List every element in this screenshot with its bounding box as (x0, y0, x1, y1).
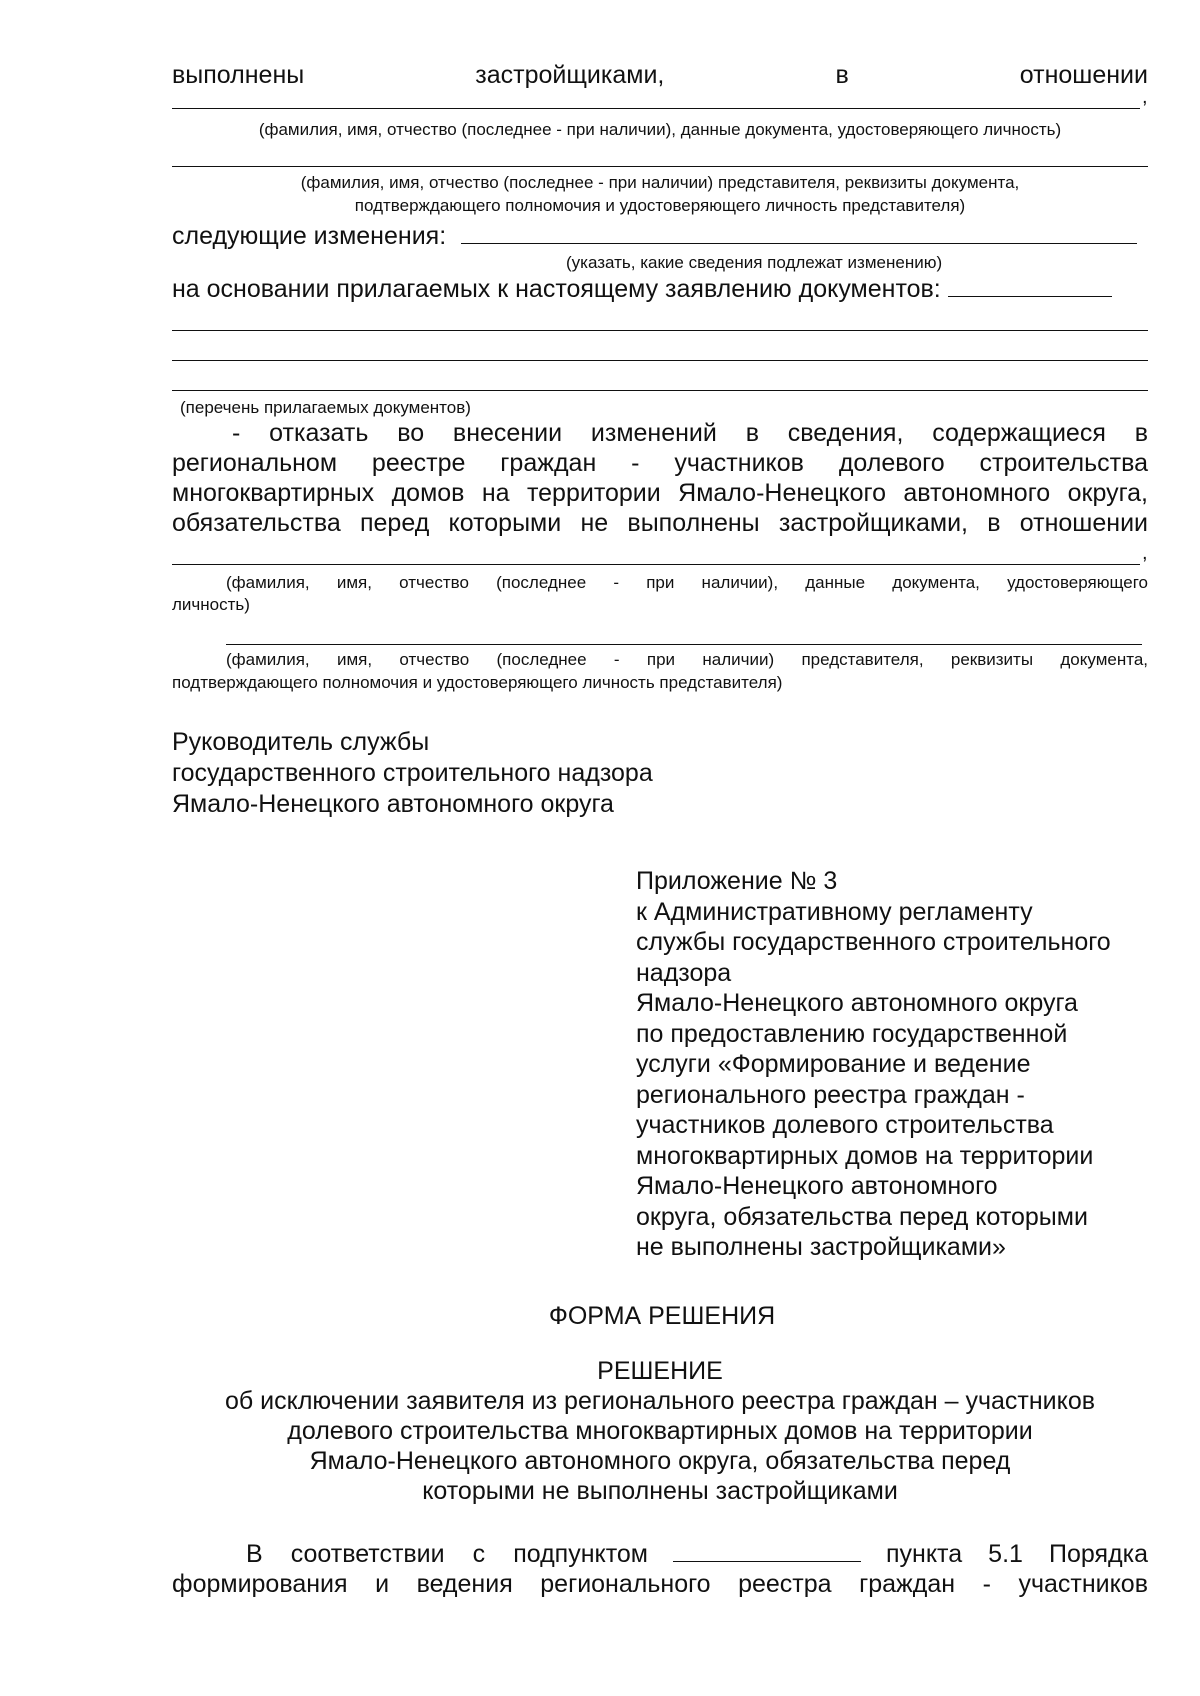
appendix-line: Приложение № 3 (636, 867, 838, 895)
body-line-2: формирования и ведения регионального реестра граждан - участников (172, 1570, 1148, 1598)
docs-fill-line-2[interactable] (172, 360, 1148, 361)
changes-fill-line[interactable] (461, 221, 1137, 244)
appendix-line: регионального реестра граждан - (636, 1080, 1025, 1109)
basis-row (172, 274, 1148, 304)
word: В (246, 1540, 263, 1568)
decision-subtitle-line: долевого строительства многоквартирных домов на территории (287, 1417, 1033, 1445)
signature-line: Руководитель службы (172, 728, 430, 756)
decision-subtitle-line: которыми не выполнены застройщиками (422, 1477, 898, 1505)
para2-line: - отказать во внесении изменений в сведения, содержащиеся в (232, 419, 1148, 447)
appendix-line: к Административному регламенту (636, 897, 1033, 926)
basis-fill-line[interactable] (948, 274, 1112, 297)
decision-subtitle-line: об исключении заявителя из регионального реестра граждан – участников (224, 1387, 1096, 1415)
word: выполнены (172, 61, 305, 89)
fill-line-representative-2[interactable] (226, 644, 1142, 645)
caption-rep-2-line1: (фамилия, имя, отчество (последнее - при наличии) представителя, реквизиты документа, (226, 650, 1148, 669)
word: подпунктом (513, 1540, 648, 1568)
body-line-1 (246, 1539, 1148, 1569)
body-line1-start (246, 1539, 648, 1569)
appendix-line: службы государственного строительного (636, 928, 1111, 956)
signature-line: Ямало-Ненецкого автономного округа (172, 790, 614, 818)
para1-first-line (172, 60, 1148, 90)
changes-caption: (указать, какие сведения подлежат изменению) (566, 253, 943, 272)
signature-line: государственного строительного надзора (172, 759, 653, 787)
comma: , (1142, 86, 1148, 108)
docs-fill-line-1[interactable] (172, 330, 1148, 331)
para2-line: обязательства перед которыми не выполнены застройщиками, в отношении (172, 509, 1148, 537)
docs-caption: (перечень прилагаемых документов) (180, 398, 471, 417)
caption-person-2-line2: личность) (172, 595, 250, 614)
decision-title: РЕШЕНИЕ (597, 1357, 723, 1385)
fill-line-representative[interactable] (172, 166, 1148, 167)
body-line1-end (886, 1539, 1148, 1569)
para2-line: региональном реестре граждан - участников долевого строительства (172, 449, 1148, 477)
decision-subtitle-line: Ямало-Ненецкого автономного округа, обязательства перед (309, 1447, 1011, 1475)
word: с (472, 1540, 486, 1568)
fill-line-person[interactable] (172, 108, 1140, 109)
word: 5.1 (988, 1540, 1023, 1568)
subpoint-fill-line[interactable] (673, 1539, 861, 1562)
appendix-line: надзора (636, 958, 732, 987)
appendix-line: услуги «Формирование и ведение (636, 1050, 1031, 1078)
caption-person-2-line1: (фамилия, имя, отчество (последнее - при наличии), данные документа, удостоверяющего (226, 573, 1148, 592)
caption-rep-line2: подтверждающего полномочия и удостоверяющего личность представителя) (354, 196, 966, 215)
docs-fill-line-3[interactable] (172, 390, 1148, 391)
word: соответствии (290, 1540, 445, 1568)
appendix-line: участников долевого строительства (636, 1111, 1054, 1139)
basis-label: на основании прилагаемых к настоящему заявлению документов: (172, 275, 941, 303)
appendix-line: Ямало-Ненецкого автономного округа (636, 989, 1078, 1017)
appendix-line: не выполнены застройщиками» (636, 1233, 1006, 1261)
comma: , (1142, 542, 1148, 564)
caption-rep-line1: (фамилия, имя, отчество (последнее - при наличии) представителя, реквизиты документа, (300, 173, 1020, 192)
changes-row (172, 221, 1148, 251)
word: в (835, 61, 849, 89)
appendix-line: многоквартирных домов на территории (636, 1141, 1094, 1170)
appendix-line: Ямало-Ненецкого автономного (636, 1172, 998, 1200)
appendix-line: округа, обязательства перед которыми (636, 1202, 1088, 1231)
caption-rep-2-line2: подтверждающего полномочия и удостоверяющего личность представителя) (172, 673, 783, 692)
word: застройщиками, (475, 61, 665, 89)
changes-label: следующие изменения: (172, 222, 447, 250)
para2-line: многоквартирных домов на территории Ямало-Ненецкого автономного округа, (172, 479, 1148, 507)
fill-line-person-2[interactable] (172, 564, 1140, 565)
word: пункта (886, 1540, 963, 1568)
word: отношении (1019, 61, 1148, 89)
appendix-line: по предоставлению государственной (636, 1019, 1068, 1048)
caption-person: (фамилия, имя, отчество (последнее - при наличии), данные документа, удостоверяющего личность) (258, 120, 1062, 139)
appendix-block (636, 866, 1176, 1263)
form-title: ФОРМА РЕШЕНИЯ (548, 1302, 776, 1330)
word: Порядка (1048, 1540, 1148, 1568)
